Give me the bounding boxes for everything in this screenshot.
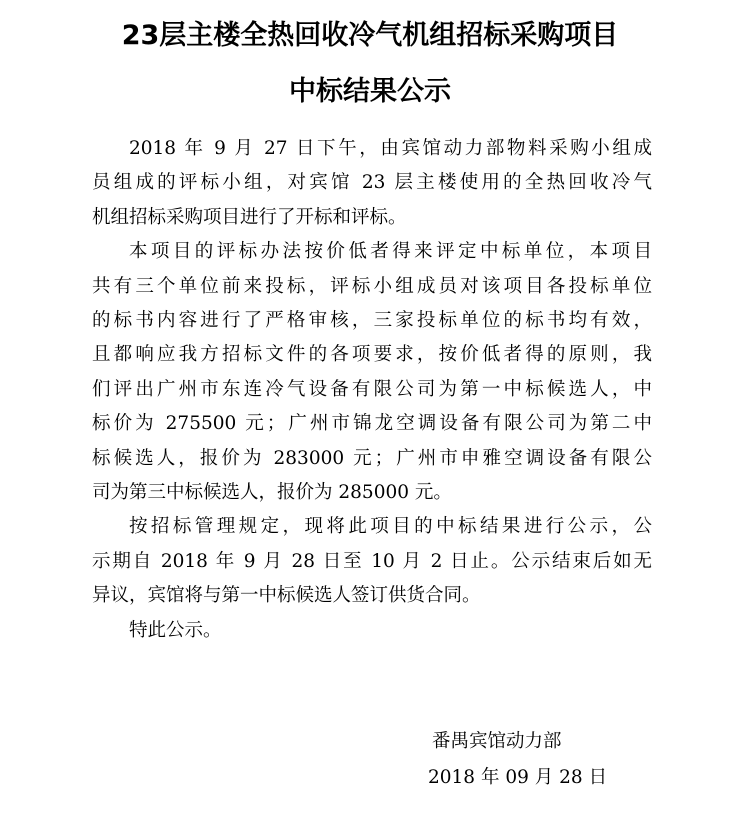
paragraph-line: 示期自 2018 年 9 月 28 日至 10 月 2 日止。公示结束后如无	[92, 550, 652, 572]
paragraph-line: 特此公示。	[129, 619, 222, 641]
paragraph-line: 标候选人，报价为 283000 元；广州市申雅空调设备有限公	[92, 447, 652, 469]
paragraph-line: 们评出广州市东连冷气设备有限公司为第一中标候选人，中	[92, 378, 652, 400]
paragraph-line: 本项目的评标办法按价低者得来评定中标单位，本项目	[129, 241, 652, 263]
paragraph-line: 异议，宾馆将与第一中标候选人签订供货合同。	[92, 585, 481, 607]
paragraph-line: 共有三个单位前来投标，评标小组成员对该项目各投标单位	[92, 275, 652, 297]
paragraph-evaluation	[92, 235, 652, 510]
paragraph-line: 且都响应我方招标文件的各项要求，按价低者得的原则，我	[92, 344, 652, 366]
paragraph-line: 司为第三中标候选人，报价为 285000 元。	[92, 482, 452, 504]
document-body	[92, 132, 652, 648]
signature-organization: 番禺宾馆动力部	[432, 731, 562, 752]
paragraph-line: 机组招标采购项目进行了开标和评标。	[92, 206, 407, 228]
paragraph-line: 2018 年 9 月 27 日下午，由宾馆动力部物料采购小组成	[129, 138, 652, 159]
paragraph-opening	[92, 132, 652, 235]
paragraph-line: 按招标管理规定，现将此项目的中标结果进行公示，公	[129, 516, 652, 538]
paragraph-publicity-period	[92, 510, 652, 613]
paragraph-line: 标价为 275500 元；广州市锦龙空调设备有限公司为第二中	[92, 413, 652, 435]
paragraph-closing	[92, 614, 652, 648]
signature-date: 2018 年 09 月 28 日	[428, 767, 608, 788]
paragraph-line: 员组成的评标小组，对宾馆 23 层主楼使用的全热回收冷气	[92, 172, 652, 194]
document-title-line-2: 中标结果公示	[289, 76, 451, 107]
paragraph-line: 的标书内容进行了严格审核，三家投标单位的标书均有效，	[92, 310, 652, 332]
document-title-line-1: 23层主楼全热回收冷气机组招标采购项目	[121, 20, 619, 51]
